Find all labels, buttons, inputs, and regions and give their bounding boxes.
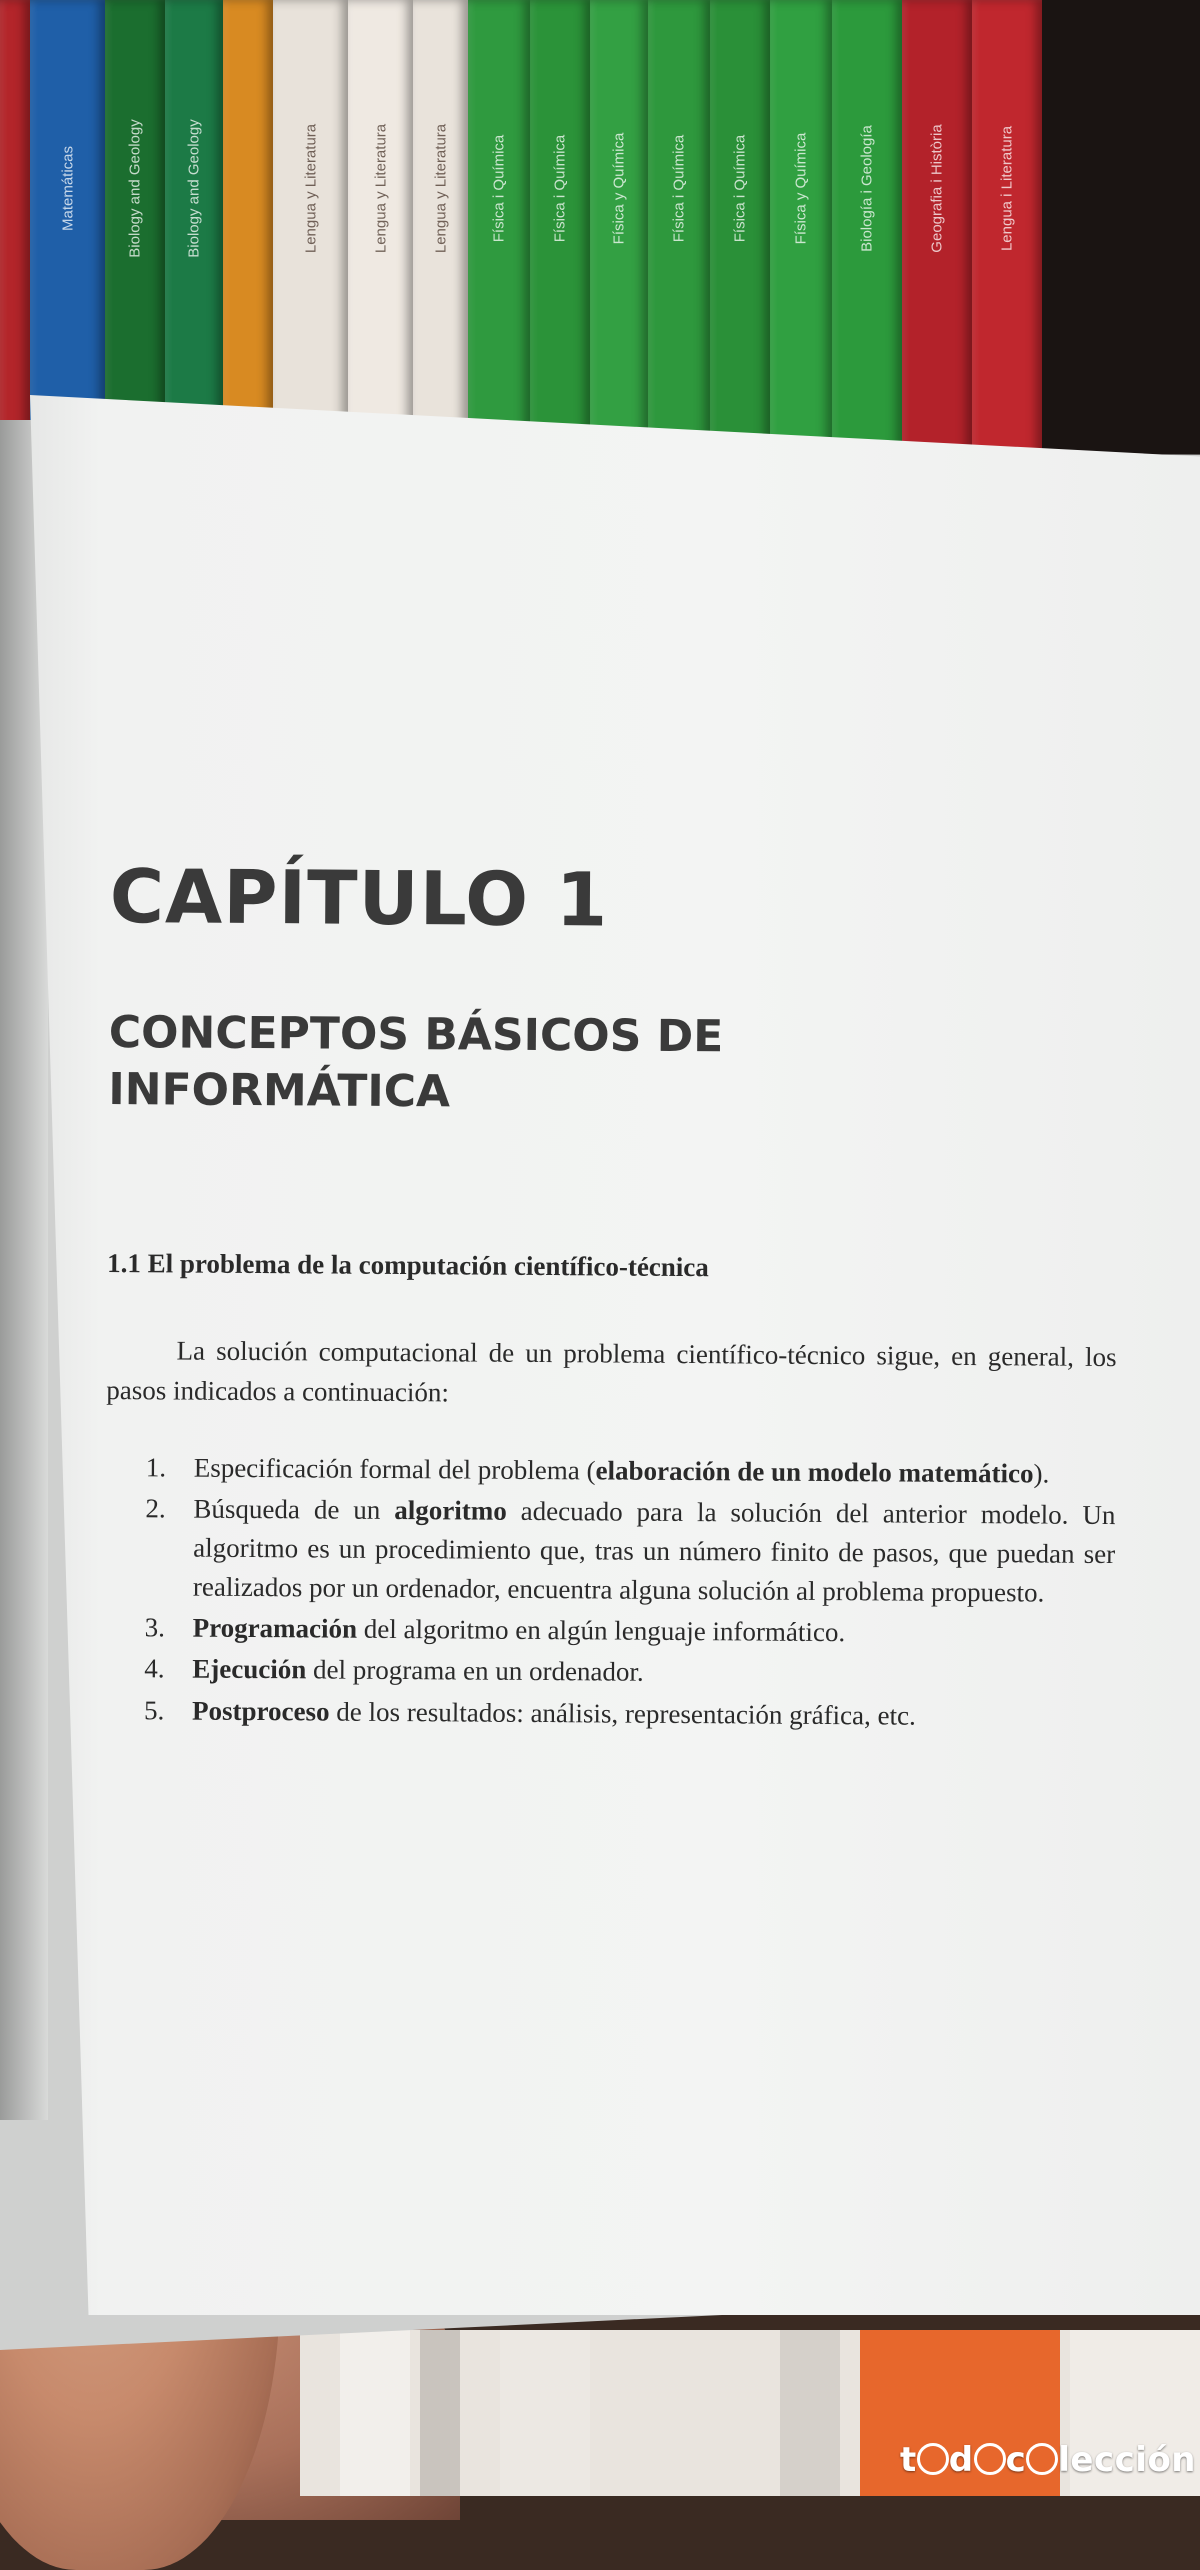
step-text: del programa en un ordenador.: [306, 1654, 644, 1688]
list-number: 2.: [145, 1493, 166, 1524]
subsection-title: 1.1 El problema de la computación científico-técnica: [107, 1248, 709, 1283]
step-bold: Programación: [192, 1612, 358, 1644]
section-heading: [108, 1004, 1119, 1125]
spine-label: Geografia i Història: [928, 124, 946, 253]
step-text: adecuado para la solución del anterior modelo. Un algoritmo es un procedimiento que, tras un número finito de pasos, que puedan ser realizados por un ordenador, encuentra alguna solución al problema propuesto.: [192, 1495, 1116, 1608]
spine-label: Lengua y Literatura: [302, 123, 319, 254]
step-text: Especificación formal del problema (: [193, 1452, 596, 1486]
spine-label: Física i Química: [731, 134, 749, 243]
spine-label: Física y Química: [610, 132, 628, 245]
page-content: [104, 854, 1120, 1739]
spine-label: Biology and Geology: [126, 119, 144, 258]
bookshelf: [0, 0, 1200, 460]
step-bold: algoritmo: [394, 1494, 507, 1526]
book-spine: [105, 0, 165, 460]
step-bold: Postproceso: [191, 1695, 330, 1727]
spine-label: Biología i Geología: [858, 125, 876, 252]
step-text: ).: [1033, 1458, 1050, 1489]
book-spine: [413, 0, 468, 460]
book-spine: [30, 0, 105, 460]
list-number: 5.: [143, 1694, 165, 1725]
book-spine: [0, 0, 30, 460]
step-text: Búsqueda de un: [193, 1493, 395, 1525]
section-heading-line1: CONCEPTOS BÁSICOS DE: [108, 1006, 724, 1063]
watermark: t d c lección: [900, 2440, 1197, 2480]
chapter-title: CAPÍTULO 1: [109, 854, 609, 944]
list-number: 4.: [144, 1653, 165, 1684]
book-spine: [223, 0, 273, 460]
book-spine: [770, 0, 832, 460]
watermark-o-icon: [917, 2443, 949, 2475]
book-spine: [530, 0, 590, 460]
book-spine: [972, 0, 1042, 460]
list-item: [144, 1691, 1114, 1737]
list-item: [146, 1448, 1116, 1494]
spine-label: Lengua i Literatura: [998, 125, 1016, 252]
intro-paragraph: La solución computacional de un problema científico-técnico sigue, en general, los pasos indicados a continuación:: [106, 1335, 1117, 1407]
book-spine: [590, 0, 648, 460]
step-text: de los resultados: análisis, representación gráfica, etc.: [329, 1696, 916, 1731]
book-spine: [468, 0, 530, 460]
book-spine: [165, 0, 223, 460]
spine-label: Lengua y Literatura: [372, 123, 389, 254]
step-text: del algoritmo en algún lenguaje informático.: [357, 1613, 846, 1648]
steps-list: [104, 1448, 1116, 1737]
watermark-o-icon: [1026, 2443, 1058, 2475]
list-item: [145, 1608, 1115, 1654]
spine-label: Física i Química: [490, 134, 508, 243]
spine-label: Matemáticas: [59, 145, 76, 232]
spine-label: Lengua y Literatura: [432, 123, 449, 254]
spine-label: Biology and Geology: [185, 119, 203, 258]
spine-label: Física i Química: [670, 134, 688, 243]
list-item: [144, 1650, 1114, 1696]
book-spine: [832, 0, 902, 460]
list-number: 1.: [145, 1451, 167, 1483]
list-number: 3.: [144, 1612, 165, 1643]
list-item: [145, 1489, 1116, 1613]
book-spine: [348, 0, 413, 460]
book-spine: [273, 0, 348, 460]
spine-label: Física i Química: [551, 134, 569, 243]
book-spine: [902, 0, 972, 460]
step-bold: Ejecución: [192, 1653, 307, 1685]
watermark-o-icon: [974, 2443, 1006, 2475]
spine-label: Física y Química: [792, 132, 810, 245]
section-heading-line2: INFORMÁTICA: [108, 1064, 451, 1118]
book-spine: [648, 0, 710, 460]
step-bold: elaboración de un modelo matemático: [595, 1455, 1034, 1489]
book-spine: [710, 0, 770, 460]
